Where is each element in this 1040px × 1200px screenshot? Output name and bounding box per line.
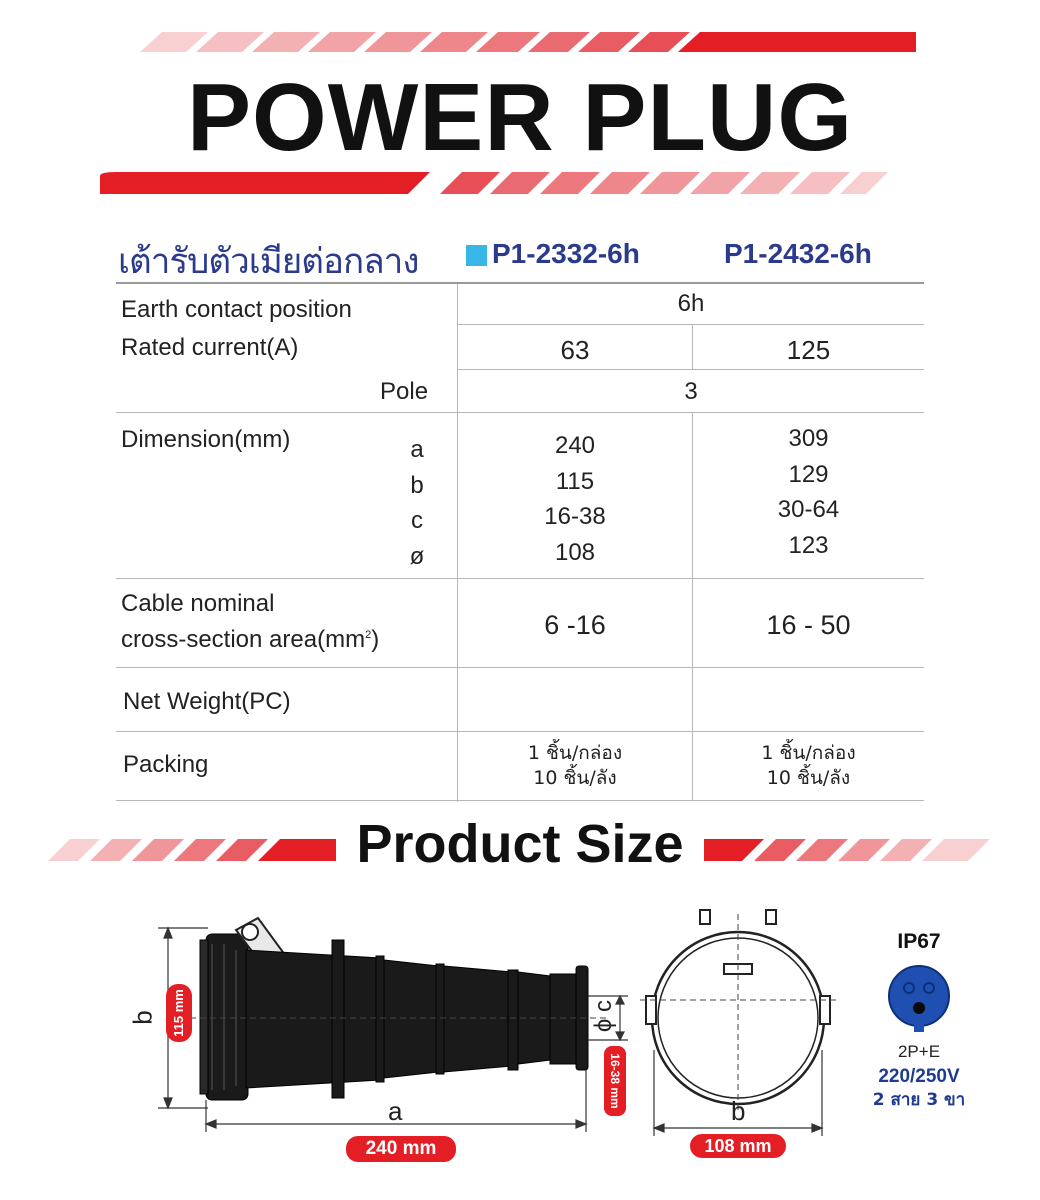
upper-stripes <box>140 32 916 52</box>
row-line-dimension <box>116 578 924 579</box>
packing-value-2: 1 ชิ้น/กล่อง 10 ชิ้น/ลัง <box>761 742 856 789</box>
header-divider <box>116 282 924 284</box>
dim-pill-c: 16-38 mm <box>604 1046 626 1116</box>
earth-value: 6h <box>677 290 705 317</box>
row-line-earth <box>458 324 924 325</box>
dimension-label: Dimension(mm) <box>121 426 291 453</box>
earth-label: Earth contact position <box>121 296 352 323</box>
dimension-values-2: 309 129 30-64 123 <box>777 425 840 559</box>
lower-stripes <box>100 172 888 194</box>
dimension-keys: a b c ø <box>409 436 425 570</box>
ip-rating: IP67 <box>897 930 941 953</box>
current-value-2: 125 <box>786 335 831 365</box>
pole-value: 3 <box>684 378 698 405</box>
packing-label: Packing <box>123 751 209 778</box>
table-heading-thai: เต้ารับตัวเมียต่อกลาง <box>118 242 419 282</box>
row-line-pole <box>116 412 924 413</box>
dim-label-b: b <box>127 1010 158 1025</box>
model-2-header: P1-2432-6h <box>724 238 872 269</box>
pole-config: 2P+E <box>897 1042 941 1061</box>
front-dim-pill: 108 mm <box>690 1134 786 1158</box>
row-line-cable <box>116 667 924 668</box>
row-line-weight <box>116 731 924 732</box>
cable-label-line2: cross-section $area(mm^2)$ <box>121 626 380 653</box>
row-line-packing <box>116 800 924 801</box>
cable-value-2: 16 - 50 <box>766 610 851 640</box>
dim-pill-a: 240 mm <box>346 1136 456 1162</box>
weight-label: Net Weight(PC) <box>123 688 291 715</box>
product-size-title: Product Size <box>356 814 684 874</box>
dim-label-a: a <box>388 1096 403 1126</box>
dimension-values-1: 240 115 16-38 108 <box>544 432 606 566</box>
row-line-current <box>458 369 924 370</box>
wire-config: 2 สาย 3 ขา <box>872 1090 966 1110</box>
model-color-marker <box>466 245 487 266</box>
cable-value-1: 6 -16 <box>544 610 606 640</box>
pole-label: Pole <box>380 378 429 405</box>
front-dim-label-b: b <box>731 1096 746 1126</box>
packing-value-1: 1 ชิ้น/กล่อง 10 ชิ้น/ลัง <box>527 742 623 789</box>
dim-pill-b: 115 mm <box>166 984 192 1042</box>
model-1-header: P1-2332-6h <box>492 238 640 269</box>
cable-label-line1: Cable nominal <box>121 590 275 617</box>
socket-face-icon <box>884 962 954 1034</box>
page-title: POWER PLUG <box>186 64 853 171</box>
current-value-1: 63 <box>560 335 590 365</box>
dim-label-c: ϕ c <box>590 999 618 1033</box>
voltage-rating: 220/250V <box>878 1066 960 1087</box>
current-label: Rated current(A) <box>121 334 299 361</box>
